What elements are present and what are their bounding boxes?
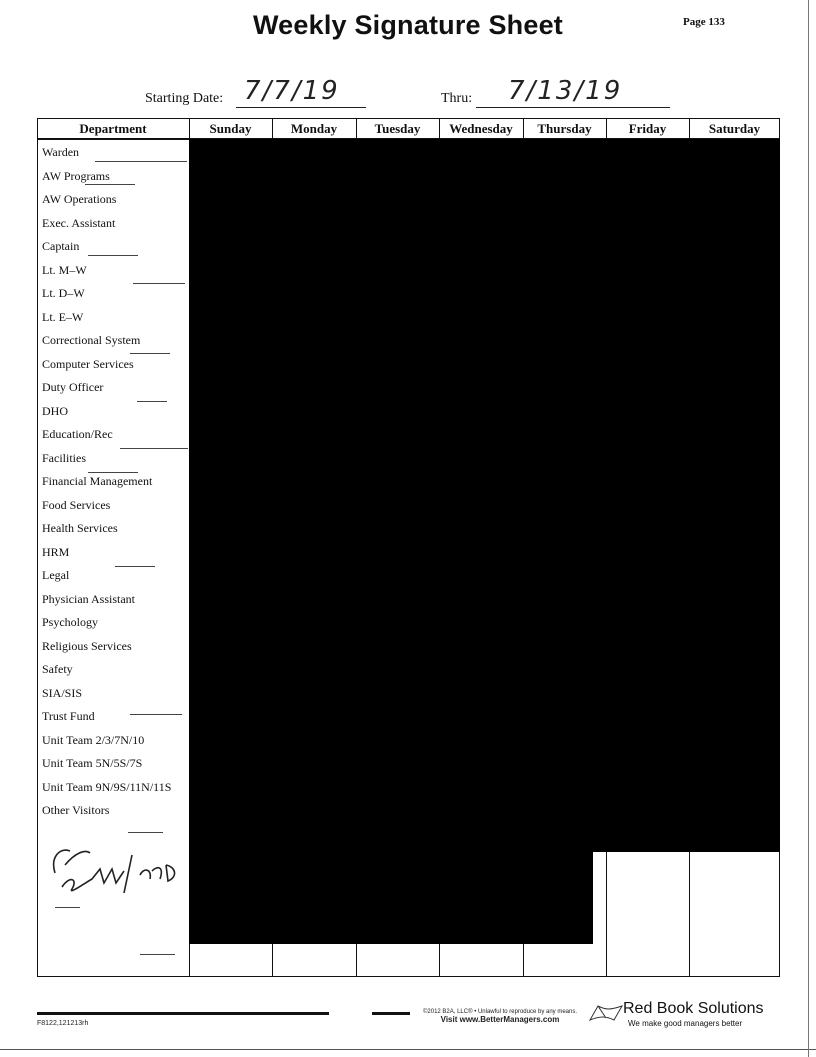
column-header-wednesday: Wednesday xyxy=(449,121,513,136)
department-signature-line xyxy=(88,472,138,473)
department-signature-line xyxy=(88,255,138,256)
department-row-captain: Captain xyxy=(42,239,80,253)
department-signature-line xyxy=(115,566,155,567)
redaction-block xyxy=(189,139,780,852)
department-row-trust-fund: Trust Fund xyxy=(42,709,95,723)
department-row-psychology: Psychology xyxy=(42,615,99,629)
redaction-block xyxy=(189,852,593,944)
department-row-food-services: Food Services xyxy=(42,498,111,512)
page-title: Weekly Signature Sheet xyxy=(252,10,563,40)
department-signature-line xyxy=(140,954,175,955)
department-row-lt-m-w: Lt. M–W xyxy=(42,263,87,277)
brand-name: Red Book Solutions xyxy=(623,1000,764,1017)
department-row-physician-assistant: Physician Assistant xyxy=(42,592,136,606)
page-bottom-edge xyxy=(0,1049,816,1050)
column-header-tuesday: Tuesday xyxy=(374,121,421,136)
starting-date-label: Starting Date: xyxy=(145,91,224,106)
department-row-dho: DHO xyxy=(42,404,68,418)
brand-tagline: We make good managers better xyxy=(628,1019,743,1028)
department-row-correctional-system: Correctional System xyxy=(42,333,141,347)
red-book-logo-icon xyxy=(588,1004,624,1022)
department-row-unit-team-9n-9s-11n-11s: Unit Team 9N/9S/11N/11S xyxy=(42,780,172,794)
thru-label: Thru: xyxy=(441,91,473,106)
department-row-financial-management: Financial Management xyxy=(42,474,153,488)
column-header-monday: Monday xyxy=(290,121,338,136)
department-signature-line xyxy=(133,283,185,284)
column-header-thursday: Thursday xyxy=(537,121,592,136)
department-signature-line xyxy=(95,161,187,162)
department-signature-line xyxy=(130,353,170,354)
thru-date-line xyxy=(476,107,670,108)
department-row-facilities: Facilities xyxy=(42,451,86,465)
form-code: F8122,121213rh xyxy=(37,1020,89,1027)
footer-copyright xyxy=(412,1009,588,1023)
department-row-exec-assistant: Exec. Assistant xyxy=(42,216,116,230)
department-row-lt-e-w: Lt. E–W xyxy=(42,310,84,324)
department-row-aw-operations: AW Operations xyxy=(42,192,117,206)
handwritten-visitor-text: Von Shmn / PKD xyxy=(40,835,47,836)
department-signature-line xyxy=(120,448,188,449)
department-row-hrm: HRM xyxy=(42,545,70,559)
department-signature-line xyxy=(85,184,135,185)
department-row-warden: Warden xyxy=(42,145,80,159)
department-row-unit-team-2-3-7n-10: Unit Team 2/3/7N/10 xyxy=(42,733,145,747)
footer-rule xyxy=(37,1012,329,1015)
department-row-computer-services: Computer Services xyxy=(42,357,134,371)
column-header-friday: Friday xyxy=(628,121,667,136)
column-header-department: Department xyxy=(79,121,147,136)
thru-date-value[interactable]: 7/13/19 xyxy=(508,76,623,106)
department-signature-line xyxy=(55,907,80,908)
department-row-safety: Safety xyxy=(42,662,73,676)
department-row-lt-d-w: Lt. D–W xyxy=(42,286,85,300)
department-row-duty-officer: Duty Officer xyxy=(42,380,104,394)
department-row-health-services: Health Services xyxy=(42,521,118,535)
department-row-aw-programs: AW Programs xyxy=(42,169,110,183)
column-header-saturday: Saturday xyxy=(708,121,761,136)
visit-link[interactable]: Visit www.BetterManagers.com xyxy=(440,1015,560,1024)
copyright-text: ©2012 B2A, LLC® • Unlawful to reproduce by any means. xyxy=(422,1009,578,1015)
department-row-legal: Legal xyxy=(42,568,70,582)
department-row-religious-services: Religious Services xyxy=(42,639,132,653)
page-side-edge xyxy=(808,0,809,1057)
starting-date-value[interactable]: 7/7/19 xyxy=(244,76,340,106)
department-signature-line xyxy=(130,714,182,715)
department-signature-line xyxy=(137,401,167,402)
department-row-education-rec: Education/Rec xyxy=(42,427,113,441)
department-signature-line xyxy=(128,832,163,833)
page-number: Page 133 xyxy=(683,16,725,28)
footer-rule xyxy=(372,1012,410,1015)
department-row-unit-team-5n-5s-7s: Unit Team 5N/5S/7S xyxy=(42,756,143,770)
handwritten-visitor-signature xyxy=(40,835,190,900)
column-header-sunday: Sunday xyxy=(209,121,252,136)
department-row-other-visitors: Other Visitors xyxy=(42,803,110,817)
starting-date-line xyxy=(236,107,366,108)
department-row-sia-sis: SIA/SIS xyxy=(42,686,83,700)
